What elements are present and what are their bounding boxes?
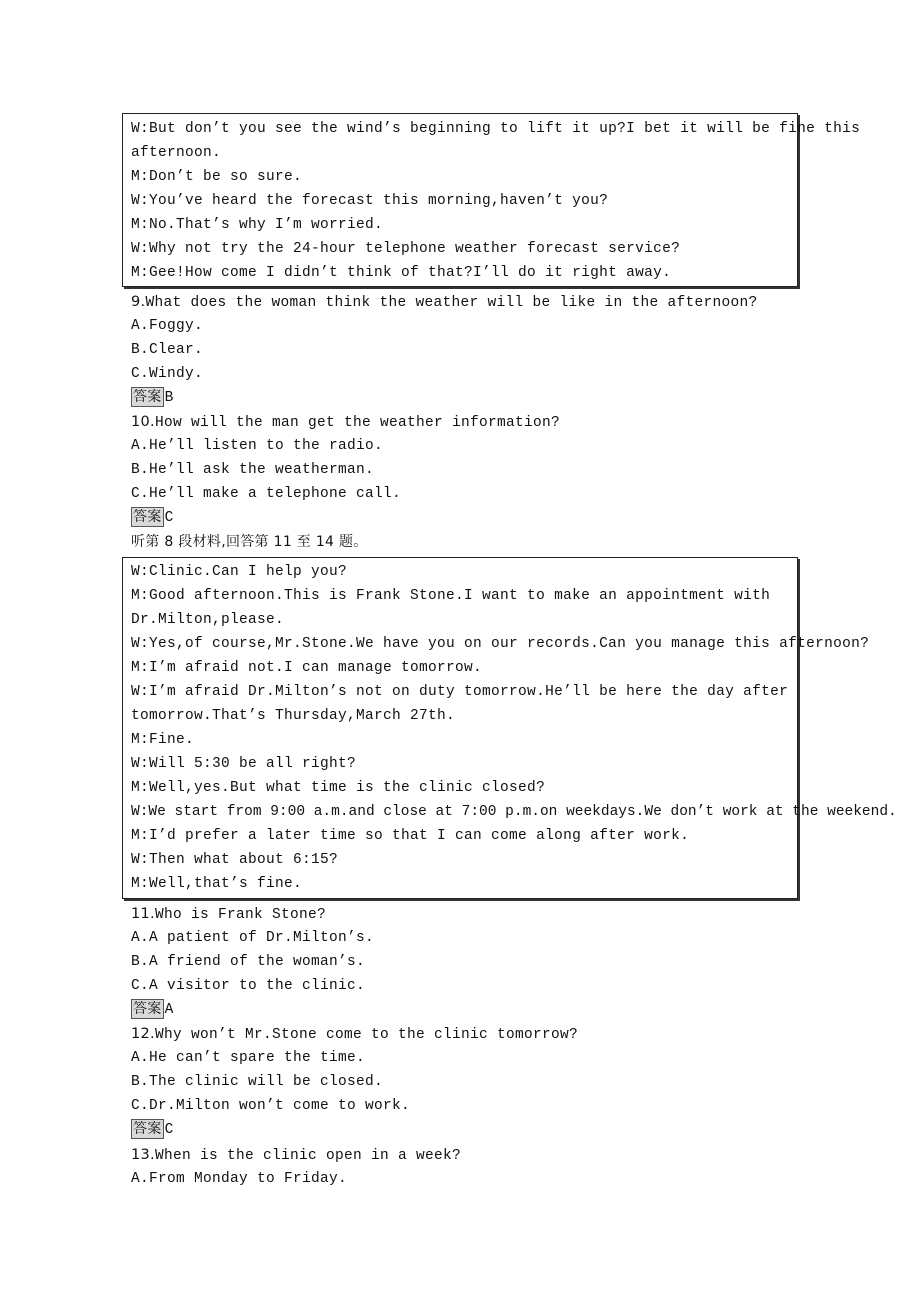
option: B.A friend of the woman’s.: [131, 954, 366, 970]
question-number: 13.: [131, 1147, 155, 1163]
dialog2-line: W:Yes,of course,Mr.Stone.We have you on our records.Can you manage this afternoon?: [131, 636, 870, 652]
question-10: [131, 410, 560, 434]
question-number: 10.: [131, 414, 155, 430]
option: A.Foggy.: [131, 318, 204, 334]
question-12: [131, 1022, 578, 1046]
dialog2-line: M:Well,that’s fine.: [131, 876, 303, 892]
question-text: Why won’t Mr.Stone come to the clinic tomorrow?: [154, 1027, 579, 1043]
dialog2-line: M:I’d prefer a later time so that I can come along after work.: [131, 828, 690, 844]
question-number: 11.: [131, 906, 155, 922]
dialog2-line: W:We start from 9:00 a.m.and close at 7:00 p.m.on weekdays.We don’t work at the weekend.: [131, 804, 897, 820]
question-11: [131, 902, 326, 926]
question-text: When is the clinic open in a week?: [154, 1148, 462, 1164]
option: B.Clear.: [131, 342, 204, 358]
option: A.From Monday to Friday.: [131, 1171, 348, 1187]
dialog2-line: tomorrow.That’s Thursday,March 27th.: [131, 708, 456, 724]
answer-label: 答案: [133, 389, 162, 405]
dialog2-line: W:Clinic.Can I help you?: [131, 564, 348, 580]
dialog1-line: W:But don’t you see the wind’s beginning to lift it up?I bet it will be fine this: [131, 121, 861, 137]
option: C.Dr.Milton won’t come to work.: [131, 1098, 411, 1114]
question-13: [131, 1143, 461, 1167]
dialog1-line: M:Gee!How come I didn’t think of that?I’ll do it right away.: [131, 265, 672, 281]
dialog2-line: Dr.Milton,please.: [131, 612, 285, 628]
option: C.A visitor to the clinic.: [131, 978, 366, 994]
dialog2-line: W:Then what about 6:15?: [131, 852, 339, 868]
option: C.Windy.: [131, 366, 204, 382]
dialog2-line: M:I’m afraid not.I can manage tomorrow.: [131, 660, 483, 676]
question-number: 12.: [131, 1026, 155, 1042]
answer-10: [131, 506, 174, 530]
dialog1-line: afternoon.: [131, 145, 222, 161]
answer-value: C: [164, 510, 174, 526]
option: A.A patient of Dr.Milton’s.: [131, 930, 375, 946]
option: B.The clinic will be closed.: [131, 1074, 384, 1090]
dialog2-line: M:Good afternoon.This is Frank Stone.I want to make an appointment with: [131, 588, 771, 604]
question-text: Who is Frank Stone?: [154, 907, 326, 923]
option: A.He’ll listen to the radio.: [131, 438, 384, 454]
section-heading: 听第 8 段材料,回答第 11 至 14 题。: [131, 534, 368, 550]
question-9: [131, 290, 758, 314]
dialog1-line: W:You’ve heard the forecast this morning,haven’t you?: [131, 193, 609, 209]
dialog2-line: M:Fine.: [131, 732, 195, 748]
answer-value: C: [164, 1122, 174, 1138]
question-number: 9.: [131, 294, 146, 310]
dialog2-line: M:Well,yes.But what time is the clinic closed?: [131, 780, 546, 796]
dialog1-line: M:No.That’s why I’m worried.: [131, 217, 384, 233]
question-text: How will the man get the weather information?: [154, 415, 561, 431]
option: A.He can’t spare the time.: [131, 1050, 366, 1066]
answer-12: [131, 1118, 174, 1142]
answer-11: [131, 998, 174, 1022]
dialog1-line: W:Why not try the 24-hour telephone weather forecast service?: [131, 241, 681, 257]
answer-label: 答案: [133, 1121, 162, 1137]
dialog2-line: W:Will 5:30 be all right?: [131, 756, 357, 772]
answer-9: [131, 386, 174, 410]
dialog1-line: M:Don’t be so sure.: [131, 169, 303, 185]
answer-label: 答案: [133, 1001, 162, 1017]
question-text: What does the woman think the weather will be like in the afternoon?: [145, 295, 758, 311]
answer-label: 答案: [133, 509, 162, 525]
dialog2-line: W:I’m afraid Dr.Milton’s not on duty tomorrow.He’ll be here the day after: [131, 684, 789, 700]
answer-value: A: [164, 1002, 174, 1018]
answer-value: B: [164, 390, 174, 406]
option: B.He’ll ask the weatherman.: [131, 462, 375, 478]
option: C.He’ll make a telephone call.: [131, 486, 402, 502]
